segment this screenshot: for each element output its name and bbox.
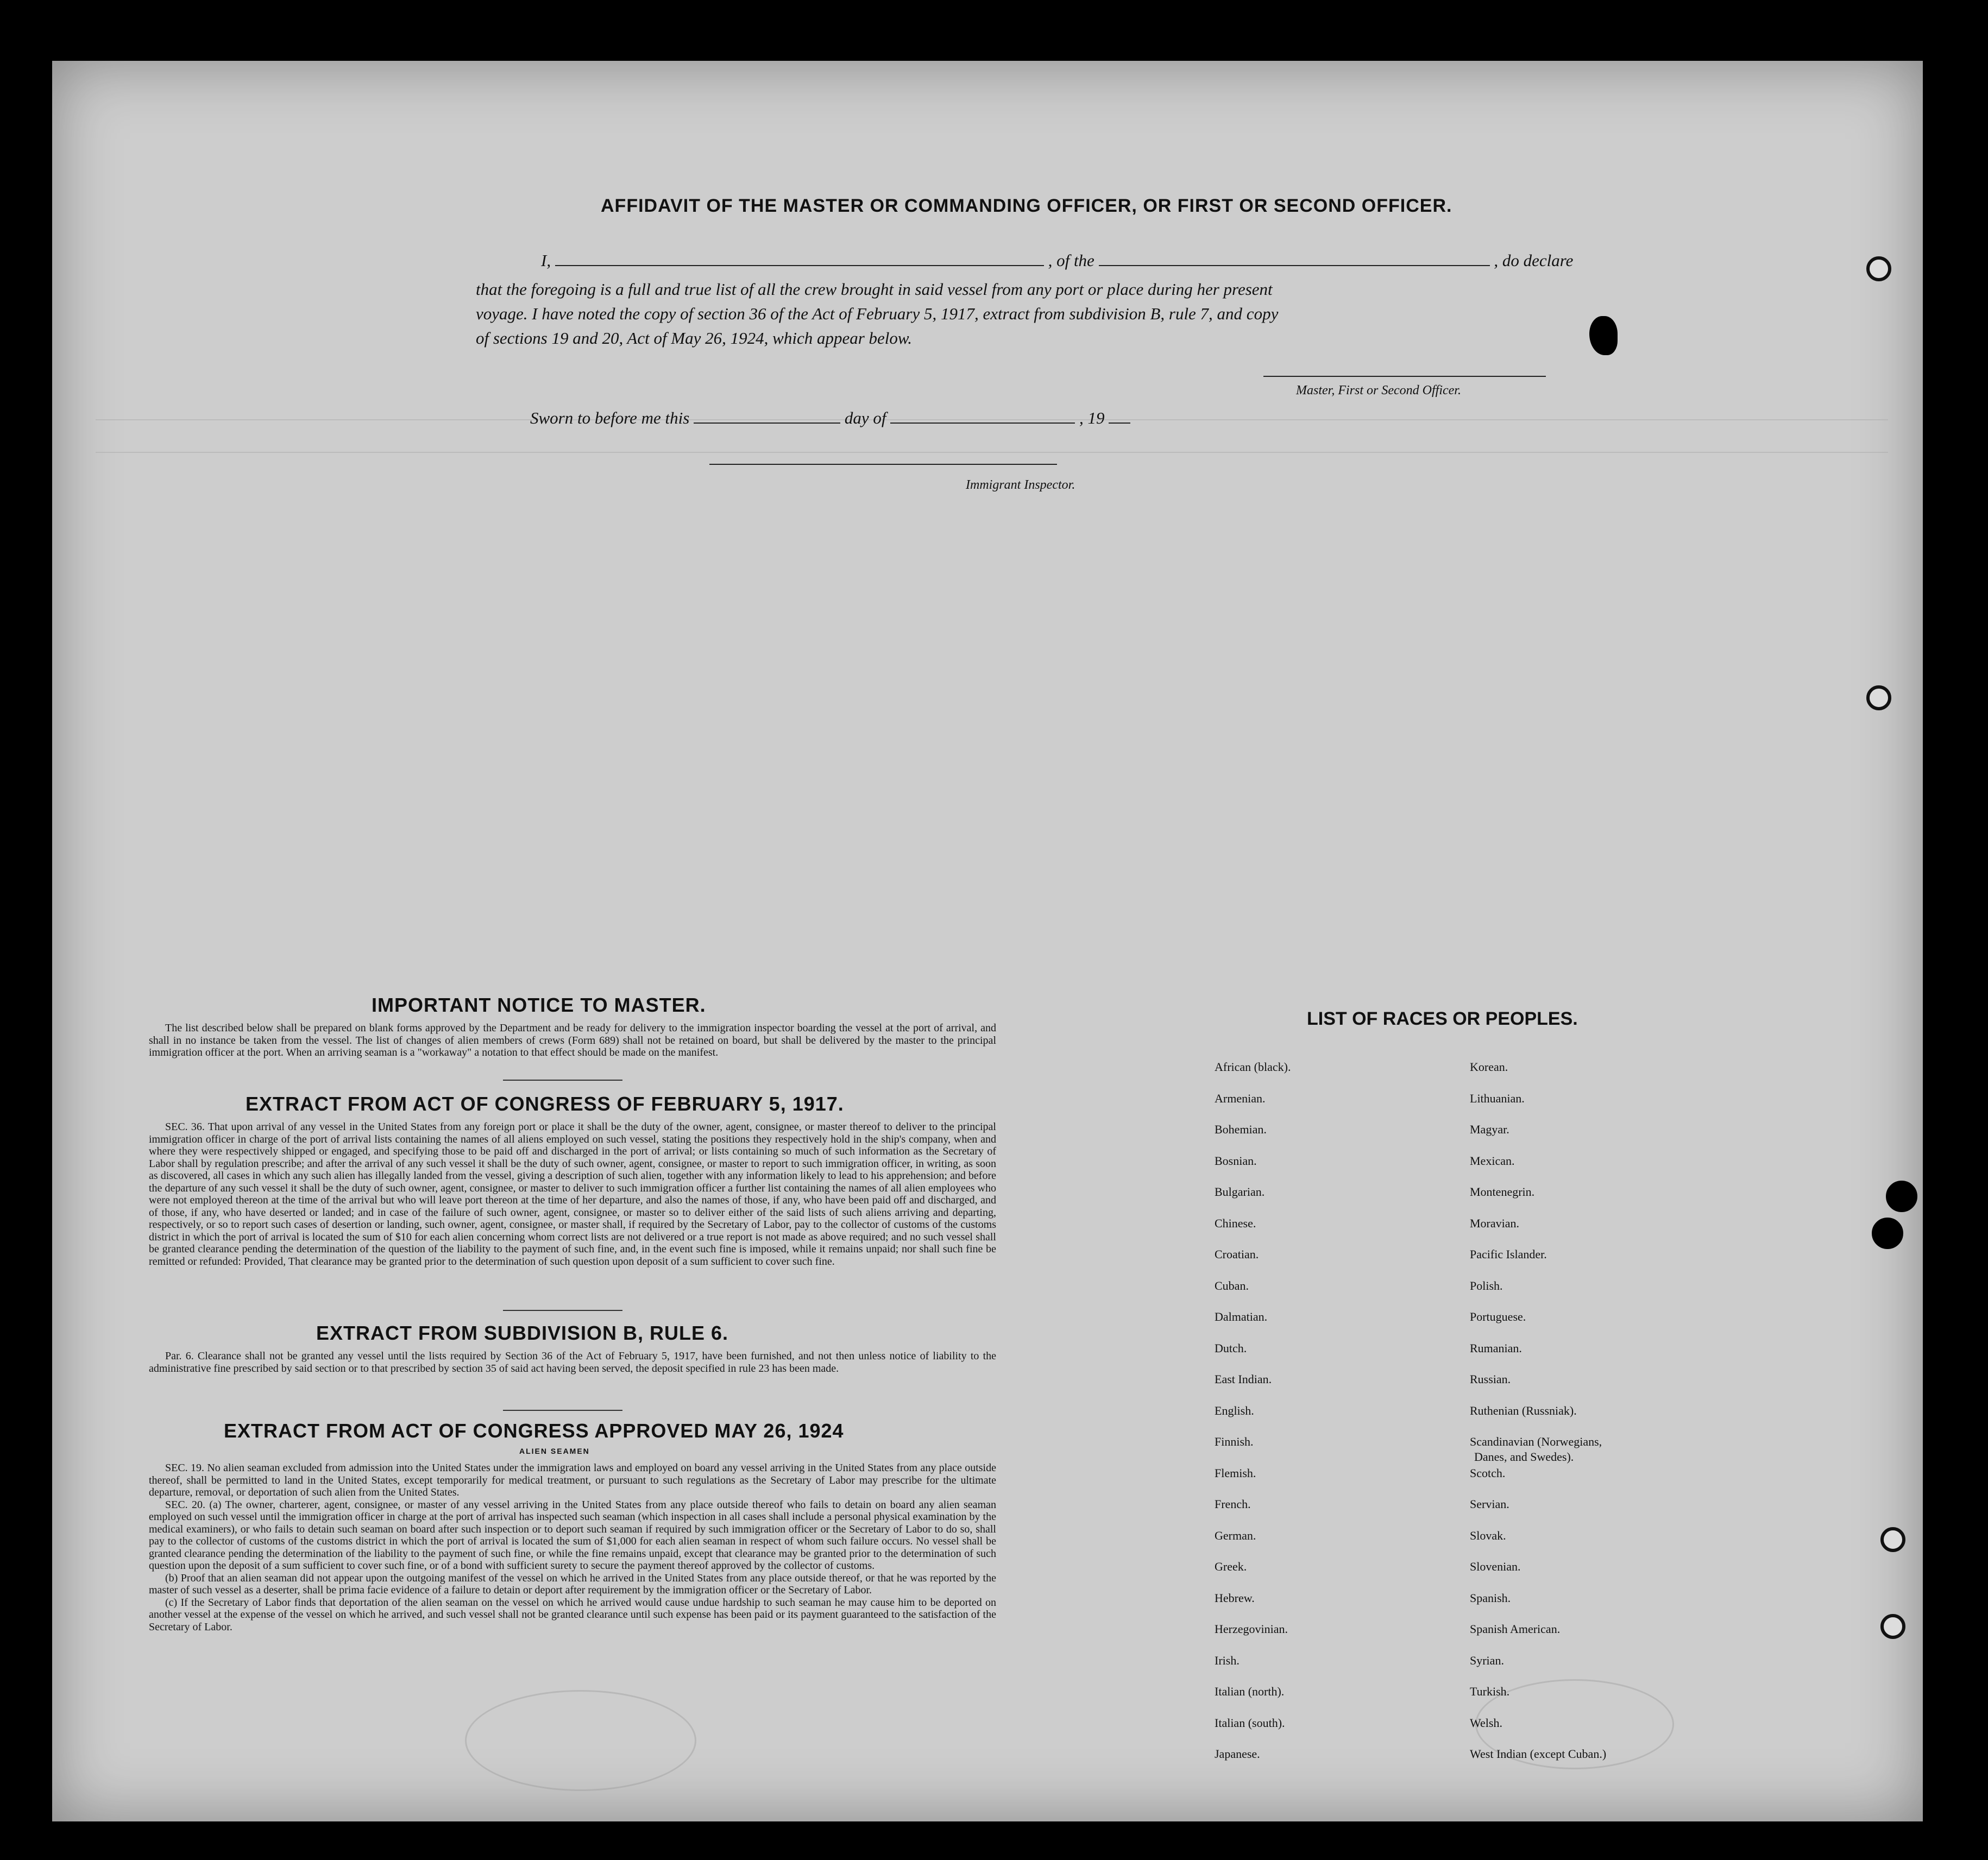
race-item: Cuban.: [1215, 1278, 1249, 1292]
binding-hole: [1886, 1181, 1917, 1212]
sworn-day-blank[interactable]: [694, 423, 840, 424]
race-item: Bosnian.: [1215, 1153, 1257, 1168]
sworn-year-blank[interactable]: [1109, 423, 1130, 424]
race-item: East Indian.: [1215, 1372, 1272, 1386]
sworn-year-label: , 19: [1079, 408, 1105, 427]
race-item: Portuguese.: [1470, 1310, 1526, 1323]
affidavit-text-line: that the foregoing is a full and true list of all the crew brought in said vessel from any port or place during her present: [476, 280, 1273, 299]
race-item: Dalmatian.: [1215, 1310, 1268, 1323]
affidavit-declaration-line: [541, 251, 1573, 270]
binding-hole: [1872, 1218, 1903, 1249]
affidavit-of-the-label: , of the: [1048, 251, 1094, 270]
affidavit-declare-label: , do declare: [1494, 251, 1574, 270]
binding-hole: [1866, 256, 1891, 281]
notice-paragraph: The list described below shall be prepared on blank forms approved by the Department and be ready for delivery to the immigration inspector boarding the vessel at the port of arrival, and shall in no instance be taken from the vessel. The list of changes of alien members of crews (Form 689) shall not be retained on board, but shall be delivered by the master to the principal immigration officer at the port. When an arriving seaman is a "workaway" a notation to that effect should be made on the manifest.: [149, 1022, 996, 1058]
master-name-blank[interactable]: [555, 265, 1044, 266]
race-item: Bulgarian.: [1215, 1185, 1265, 1199]
race-item: Greek.: [1215, 1560, 1247, 1573]
master-signature-line[interactable]: [1263, 376, 1546, 377]
race-item: Finnish.: [1215, 1435, 1254, 1448]
binding-hole: [1880, 1527, 1905, 1552]
race-item: Slovenian.: [1470, 1560, 1521, 1573]
race-item: Slovak.: [1470, 1528, 1506, 1542]
race-item: Danes, and Swedes).: [1474, 1450, 1574, 1464]
alien-seamen-subtitle: ALIEN SEAMEN: [519, 1447, 590, 1455]
bleed-through-rule: [96, 452, 1888, 453]
affidavit-i-label: I,: [541, 251, 551, 270]
section-20b-paragraph: (b) Proof that an alien seaman did not appear upon the outgoing manifest of the vessel on which he arrived in the United States from any place outside thereof, or that he was reported by the master of such vessel as a deserter, shall be prima facie evidence of a failure to detain or deport after requirement by the immigration officer or the Secretary of Labor.: [149, 1572, 996, 1596]
section-divider: [503, 1310, 622, 1311]
races-list-title: LIST OF RACES OR PEOPLES.: [1307, 1008, 1578, 1029]
sworn-month-blank[interactable]: [890, 423, 1075, 424]
race-item: Polish.: [1470, 1278, 1503, 1292]
race-item: Chinese.: [1215, 1216, 1256, 1230]
race-item: Turkish.: [1470, 1685, 1510, 1698]
affidavit-text-line: of sections 19 and 20, Act of May 26, 1924, which appear below.: [476, 329, 913, 348]
race-item: Moravian.: [1470, 1216, 1520, 1230]
race-item: Croatian.: [1215, 1247, 1259, 1261]
sworn-prefix: Sworn to before me this: [530, 408, 690, 427]
race-item: Korean.: [1470, 1060, 1508, 1074]
par-6-paragraph: Par. 6. Clearance shall not be granted any vessel until the lists required by Section 36 of the Act of February 5, 1917, have been furnished, and not then unless notice of liability to the administrative fine prescribed by said section or to that prescribed by section 35 of said act having been served, the deposit specified in rule 23 has been made.: [149, 1350, 996, 1374]
race-item: Dutch.: [1215, 1341, 1247, 1355]
bleed-through-text: [356, 126, 369, 169]
race-item: English.: [1215, 1403, 1254, 1417]
race-item: Magyar.: [1470, 1123, 1509, 1136]
race-item: Pacific Islander.: [1470, 1247, 1547, 1261]
race-item: Servian.: [1470, 1497, 1509, 1511]
race-item: Russian.: [1470, 1372, 1511, 1386]
race-item: Armenian.: [1215, 1091, 1266, 1105]
race-item: Welsh.: [1470, 1716, 1502, 1730]
extract-1924-title: EXTRACT FROM ACT OF CONGRESS APPROVED MAY 26, 1924: [224, 1420, 844, 1442]
race-item: Rumanian.: [1470, 1341, 1522, 1355]
race-item: Italian (south).: [1215, 1716, 1285, 1730]
extract-1917-body: [149, 1121, 996, 1268]
race-item: Lithuanian.: [1470, 1091, 1525, 1105]
extract-1917-title: EXTRACT FROM ACT OF CONGRESS OF FEBRUARY 5, 1917.: [246, 1093, 844, 1115]
section-20a-paragraph: SEC. 20. (a) The owner, charterer, agent, consignee, or master of any vessel arriving in the United States from any place outside thereof who fails to detain on board any alien seaman employed on such vessel until the immigration officer in charge at the port of arrival has inspected such seaman (which inspection in all cases shall include a personal physical examination by the medical examiners), or who fails to detain such seaman on board after such inspection or to deport such seaman if required by such immigration officer or the Secretary of Labor to do so, shall pay to the collector of customs of the customs district in which the port of arrival is located the sum of $1,000 for each alien seaman in respect of whom such failure occurs. No vessel shall be granted clearance pending the determination of the liability to the payment of such fine, or while the fine remains unpaid, except that clearance may be granted prior to the determination of such question upon the deposit of a sum sufficient to cover such fine, or of a bond with sufficient surety to secure the payment thereof approved by the collector of customs.: [149, 1498, 996, 1572]
race-item: Montenegrin.: [1470, 1185, 1535, 1199]
faded-stamp: [465, 1690, 696, 1791]
race-item: Italian (north).: [1215, 1685, 1285, 1698]
inspector-caption: Immigrant Inspector.: [966, 478, 1075, 492]
section-20c-paragraph: (c) If the Secretary of Labor finds that deportation of the alien seaman on the vessel on which he arrived would cause undue hardship to such seaman he may cause him to be deported on another vessel at the expense of the vessel on which he arrived, and such vessel shall not be granted clearance until such expense has been paid or its payment guaranteed to the satisfaction of the Secretary of Labor.: [149, 1596, 996, 1633]
subdivision-b-title: EXTRACT FROM SUBDIVISION B, RULE 6.: [316, 1322, 729, 1344]
race-item: French.: [1215, 1497, 1251, 1511]
race-item: West Indian (except Cuban.): [1470, 1747, 1607, 1761]
race-item: Irish.: [1215, 1653, 1240, 1667]
section-36-paragraph: SEC. 36. That upon arrival of any vessel in the United States from any foreign port or place it shall be the duty of the owner, agent, consignee, or master thereof to deliver to the principal immigration officer in charge of the port of arrival lists containing the names of all aliens employed on such vessel, stating the positions they respectively hold in the ship's company, when and where they were respectively shipped or engaged, and specifying those to be paid off and discharged in the port of arrival; or lists containing so much of such information as the Secretary of Labor shall by regulation prescribe; and after the arrival of any such vessel it shall be the duty of such owner, agent, consignee, or master to report to such immigration officer, in writing, as soon as discovered, all cases in which any such alien has illegally landed from the vessel, giving a description of such alien, together with any information likely to lead to his apprehension; and before the departure of any such vessel it shall be the duty of such owner, agent, consignee, or master to deliver to such immigration officer a further list containing the names of all alien employees who were not employed thereon at the time of the arrival but who will leave port thereon at the time of her departure, and also the names of those, if any, who have been paid off and discharged, and of those, if any, who have deserted or landed; and in case of the failure of such owner, agent, consignee, or master so to deliver either of the said lists of such aliens arriving and departing, respectively, or so to report such cases of desertion or landing, such owner, agent, consignee, or master shall, if required by the Secretary of Labor, pay to the collector of customs of the customs district in which the port of arrival is located the sum of $10 for each alien concerning whom correct lists are not delivered or a true report is not made as above required; and no such vessel shall be granted clearance pending the determination of the question of the liability to the payment of such fine, and, in the event such fine is imposed, while it remains unpaid; nor shall such fine be remitted or refunded: Provided, That clearance may be granted prior to the determination of such question upon deposit of a sum sufficient to cover such fine.: [149, 1121, 996, 1268]
race-item: Japanese.: [1215, 1747, 1260, 1761]
race-item: German.: [1215, 1528, 1256, 1542]
inspector-signature-line[interactable]: [709, 464, 1057, 465]
subdivision-b-body: [149, 1350, 996, 1374]
race-item: Hebrew.: [1215, 1591, 1255, 1605]
sworn-line: [530, 408, 1130, 428]
document-page: [52, 61, 1923, 1821]
race-item: Bohemian.: [1215, 1123, 1267, 1136]
race-item: African (black).: [1215, 1060, 1291, 1074]
sworn-day-of: day of: [844, 408, 886, 427]
section-divider: [503, 1080, 622, 1081]
binding-hole: [1866, 685, 1891, 710]
section-divider: [503, 1410, 622, 1411]
race-item: Spanish American.: [1470, 1622, 1561, 1636]
race-item: Syrian.: [1470, 1653, 1504, 1667]
notice-title: IMPORTANT NOTICE TO MASTER.: [372, 994, 706, 1016]
race-item: Mexican.: [1470, 1153, 1515, 1168]
race-item: Herzegovinian.: [1215, 1622, 1288, 1636]
race-item: Ruthenian (Russniak).: [1470, 1403, 1577, 1417]
binding-hole: [1880, 1614, 1905, 1639]
master-signature-caption: Master, First or Second Officer.: [1296, 383, 1461, 398]
extract-1924-body: [149, 1462, 996, 1633]
race-item: Spanish.: [1470, 1591, 1511, 1605]
section-19-paragraph: SEC. 19. No alien seaman excluded from admission into the United States under the immigration laws and employed on board any vessel arriving in the United States from any place outside thereof, shall be permitted to land in the United States, except temporarily for medical treatment, or pursuant to such regulations as the Secretary of Labor may prescribe for the ultimate departure, removal, or deportation of such alien from the United States.: [149, 1462, 996, 1498]
race-item: Scandinavian (Norwegians,: [1470, 1435, 1602, 1448]
race-item: Scotch.: [1470, 1466, 1506, 1480]
notice-body: [149, 1022, 996, 1059]
affidavit-title: AFFIDAVIT OF THE MASTER OR COMMANDING OFFICER, OR FIRST OR SECOND OFFICER.: [601, 196, 1452, 216]
affidavit-text-line: voyage. I have noted the copy of section 36 of the Act of February 5, 1917, extract from subdivision B, rule 7, and copy: [476, 304, 1279, 323]
ink-blot: [1589, 316, 1618, 355]
vessel-name-blank[interactable]: [1099, 265, 1490, 266]
race-item: Flemish.: [1215, 1466, 1256, 1480]
